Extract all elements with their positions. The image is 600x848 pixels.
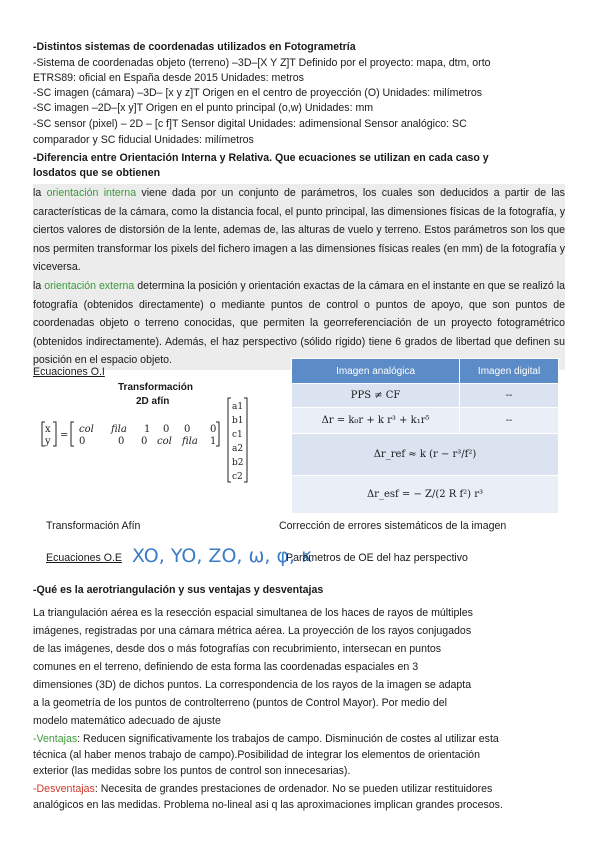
section-heading-orientation: -Diferencia entre Orientación Interna y Relativa. Que ecuaciones se utilizan en cada caso y xyxy=(33,152,489,164)
section-heading-coordinate-systems: -Distintos sistemas de coordenadas utilizados en Fotogrametría xyxy=(33,41,356,53)
param-a2: a2 xyxy=(232,444,244,454)
correction-table xyxy=(291,358,559,514)
caption-affine: Transformación Afín xyxy=(46,520,141,532)
paragraph-interna: la orientación interna viene dada por un conjunto de parámetros, los cuales son deducidos a partir de las características de la cámara, como la distancia focal, el punto principal, las dimensiones físicas de la fotografía, y ciertos valores de distorsión de la lente, ademas de, las alturas de vuelo y terreno. Estos parámetros son los que nos permiten transformar los pixels del fichero imagen a las dimensiones físicas reales (en mm) de la fotografía y viceversa. xyxy=(33,184,565,277)
matrix-cell: 0 xyxy=(79,436,86,447)
table-header-digital: Imagen digital xyxy=(460,359,559,384)
table-cell: -- xyxy=(460,408,559,434)
param-c2: c2 xyxy=(232,472,243,482)
text-line: analógicos en las medidas. Problema no-lineal asi q las aproximaciones implican grandes procesos. xyxy=(33,799,503,811)
caption-oe: Parámetros de OE del haz perspectivo xyxy=(286,552,468,564)
caption-correction: Corrección de errores sistemáticos de la imagen xyxy=(279,520,507,532)
oe-parameter-symbols: XO, YO, ZO, ω, φ, κ xyxy=(132,545,313,567)
ventajas-line: -Ventajas: Reducen significativamente los trabajos de campo. Disminución de costes al utilizar esta xyxy=(33,733,499,745)
text-line: comunes en el terreno, definiendo de esta forma las coordenadas espaciales en 3 xyxy=(33,661,419,673)
text-line: comparador y SC fiducial Unidades: milímetros xyxy=(33,134,254,146)
table-cell-formula: Δr_esf = − Z/(2 R f²) r³ xyxy=(292,476,559,514)
text-line: imágenes, registradas por una cámara métrica aérea. La proyección de los rayos conjugados xyxy=(33,625,472,637)
text-line: de las imágenes, desde dos o más fotografías con recubrimiento, intersecan en puntos xyxy=(33,643,442,655)
matrix-cell: col xyxy=(157,436,172,447)
matrix-cell: 0 xyxy=(118,436,125,447)
table-cell: -- xyxy=(460,384,559,408)
param-a1: a1 xyxy=(232,402,244,412)
text-line: dimensiones (3D) de dichos puntos. La correspondencia de los rayos de la imagen se adapta xyxy=(33,679,472,691)
text-line: La triangulación aérea es la resección espacial simultanea de los haces de rayos de múltiples xyxy=(33,607,473,619)
text-line: ETRS89: oficial en España desde 2015 Unidades: metros xyxy=(33,72,304,84)
term-orientacion-externa: orientación externa xyxy=(44,280,135,292)
text-line: -SC imagen –2D–[x y]T Origen en el punto principal (o,w) Unidades: mm xyxy=(33,102,374,114)
matrix-cell: 1 xyxy=(210,436,217,447)
matrix-cell: 0 xyxy=(210,424,217,435)
matrix-cell: 1 xyxy=(144,424,151,435)
label-ecuaciones-oe: Ecuaciones O.E xyxy=(46,552,122,564)
matrix-cell: col xyxy=(79,424,94,435)
matrix-cell: 0 xyxy=(184,424,191,435)
paragraph-externa: la orientación externa determina la posición y orientación exactas de la cámara en el instante en que se realizó la fotografía (obtenidos directamente) o mediante puntos de control o puntos de apoyo, que son puntos de coordenadas objeto o terreno conocidas, que permiten la georreferenciación de un proyecto fotogramétrico (obtenidos indirectamente). Además, el haz perspectivo (sólido rígido) tiene 6 grados de libertad que definen su posición en el espacio objeto. xyxy=(33,277,565,370)
param-b2: b2 xyxy=(232,458,244,468)
matrix-cell: 0 xyxy=(163,424,170,435)
text-line: modelo matemático adecuado de ajuste xyxy=(33,715,221,727)
desventajas-line: -Desventajas: Necesita de grandes prestaciones de ordenador. No se pueden utilizar restituidores xyxy=(33,783,493,795)
table-cell-formula: Δr_ref ≈ k (r − r³/f²) xyxy=(292,434,559,476)
transform-title: Transformación xyxy=(118,382,194,393)
text-line: -Sistema de coordenadas objeto (terreno) –3D–[X Y Z]T Definido por el proyecto: mapa, dtm, orto xyxy=(33,57,491,69)
section-heading-orientation-2: losdatos que se obtienen xyxy=(33,167,161,179)
table-cell: Δr = k₀r + k r³ + k₁r⁵ xyxy=(292,408,460,434)
matrix-cell: fila xyxy=(182,436,198,447)
svg-text:y: y xyxy=(45,436,51,447)
term-orientacion-interna: orientación interna xyxy=(46,187,137,199)
label-ecuaciones-oi: Ecuaciones O.I xyxy=(33,366,105,378)
svg-text:x: x xyxy=(45,424,51,435)
affine-matrix-equation xyxy=(33,394,288,486)
label-desventajas: -Desventajas xyxy=(33,783,95,795)
param-b1: b1 xyxy=(232,416,244,426)
matrix-cell: 0 xyxy=(141,436,148,447)
text-line: a la geometría de los puntos de controlterreno (puntos de Control Mayor). Por medio del xyxy=(33,697,447,709)
text-line: exterior (las medidas sobre los puntos de control son innecesarias). xyxy=(33,765,351,777)
text-line: -SC sensor (pixel) – 2D – [c f]T Sensor digital Unidades: adimensional Sensor analógico: SC xyxy=(33,118,467,130)
transform-subtitle: 2D afín xyxy=(136,396,170,407)
text-line: técnica (al haber menos trabajo de campo).Posibilidad de integrar los elementos de orientación xyxy=(33,749,480,761)
svg-text:=: = xyxy=(60,430,69,441)
label-ventajas: -Ventajas xyxy=(33,733,78,745)
section-heading-aerotriangulacion: -Qué es la aerotriangulación y sus ventajas y desventajas xyxy=(33,584,324,596)
param-c1: c1 xyxy=(232,430,243,440)
text-line: -SC imagen (cámara) –3D– [x y z]T Origen en el centro de proyección (O) Unidades: milímetros xyxy=(33,87,483,99)
table-header-analogica: Imagen analógica xyxy=(292,359,460,384)
matrix-cell: fila xyxy=(111,424,127,435)
table-cell: PPS ≠ CF xyxy=(292,384,460,408)
